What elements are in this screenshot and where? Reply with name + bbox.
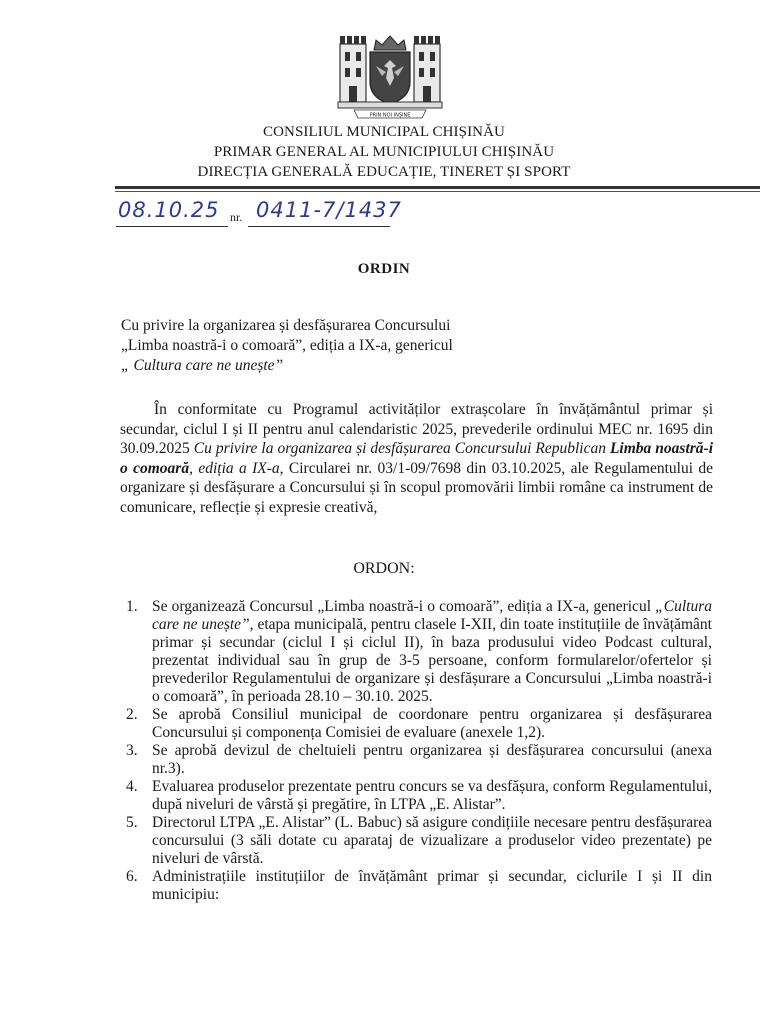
list-item: 3. Se aprobă devizul de cheltuieli pentru organizarea și desfășurarea concursului (anexa nr.3). — [126, 742, 712, 777]
date-underline — [116, 226, 228, 227]
preamble-text-2: , Circularei nr. 03/1-09/7698 din 03.10.2025, ale Regulamentului de organizare și desfășurare a Concursului și în scopul promovării limbii române ca instrument de comunicare, reflecție și expresie creativă, — [120, 459, 714, 516]
header-divider-thick — [115, 186, 760, 189]
document-title: ORDIN — [357, 261, 411, 277]
institution-header — [0, 122, 768, 182]
number-underline — [248, 226, 390, 227]
registration-line — [114, 198, 434, 230]
subject-line-2: „Limba noastră-i o comoară”, ediția a IX-a, genericul — [121, 337, 453, 354]
list-item: 4. Evaluarea produselor prezentate pentru concurs se va desfășura, conform Regulamentului, după niveluri de vârstă și pregătire, în LTPA „E. Alistar”. — [126, 778, 712, 813]
preamble-contest-name: Limba noastră-i o comoară — [120, 440, 713, 477]
header-divider-thin — [115, 191, 760, 192]
order-items-list — [126, 598, 712, 904]
number-label: nr. — [230, 210, 243, 224]
preamble-text-1: În conformitate cu Programul activităților extrașcolare în învățământul primar și secundar, ciclul I și II pentru anul calendaristic 2025, prevederile ordinului MEC nr. 1695 din 30.09.2025 — [120, 401, 713, 457]
chisinau-coat-of-arms-icon — [336, 30, 444, 122]
header-line-council: CONSILIUL MUNICIPAL CHIȘINĂU — [263, 124, 505, 140]
header-line-mayor: PRIMAR GENERAL AL MUNICIPIULUI CHIȘINĂU — [213, 144, 555, 160]
list-item: 1. Se organizează Concursul „Limba noastră-i o comoară”, ediția a IX-a, genericul „Cultura care ne unește”, etapa municipală, pentru clasele I-XII, din toate instituțiile de învățământ primar și secundar (ciclul I și ciclul II), în baza produsului video Podcast cultural, prezentat individual sau în grup de 3-5 persoane, conform formularelor/ofertelor și prevederilor Regulamentului de organizare și desfășurare a Concursului „Limba noastră-i o comoară”, în perioada 28.10 – 30.10. 2025. — [126, 598, 712, 705]
crest-motto: PRIN NOI INȘINE — [369, 112, 411, 119]
header-line-directorate: DIRECȚIA GENERALĂ EDUCAȚIE, TINERET ȘI SPORT — [197, 164, 571, 180]
subject-line-3: „ Cultura care ne unește” — [121, 357, 284, 374]
handwritten-number: 0411-7/1437 — [256, 198, 402, 222]
preamble-italic-2: , ediția a IX-a — [189, 459, 280, 477]
ordon-heading: ORDON: — [353, 560, 415, 577]
list-item: 2. Se aprobă Consiliul municipal de coordonare pentru organizarea și desfășurarea Concursului și componența Comisiei de evaluare (anexele 1,2). — [126, 706, 712, 741]
subject-line-1: Cu privire la organizarea și desfășurarea Concursului — [121, 317, 451, 334]
order-subject — [121, 316, 561, 376]
preamble-paragraph — [120, 400, 713, 517]
list-item: 5. Directorul LTPA „E. Alistar” (L. Babuc) să asigure condițiile necesare pentru desfășurarea concursului (3 săli dotate cu aparataj de vizualizare a produselor video prezentate) pe niveluri de vârstă. — [126, 814, 712, 867]
list-item: 6. Administrațiile instituțiilor de învățământ primar și secundar, ciclurile I și II din municipiu: — [126, 868, 712, 903]
preamble-italic-1: Cu privire la organizarea și desfășurarea Concursului Republican — [193, 440, 610, 457]
handwritten-date: 08.10.25 — [118, 198, 220, 222]
